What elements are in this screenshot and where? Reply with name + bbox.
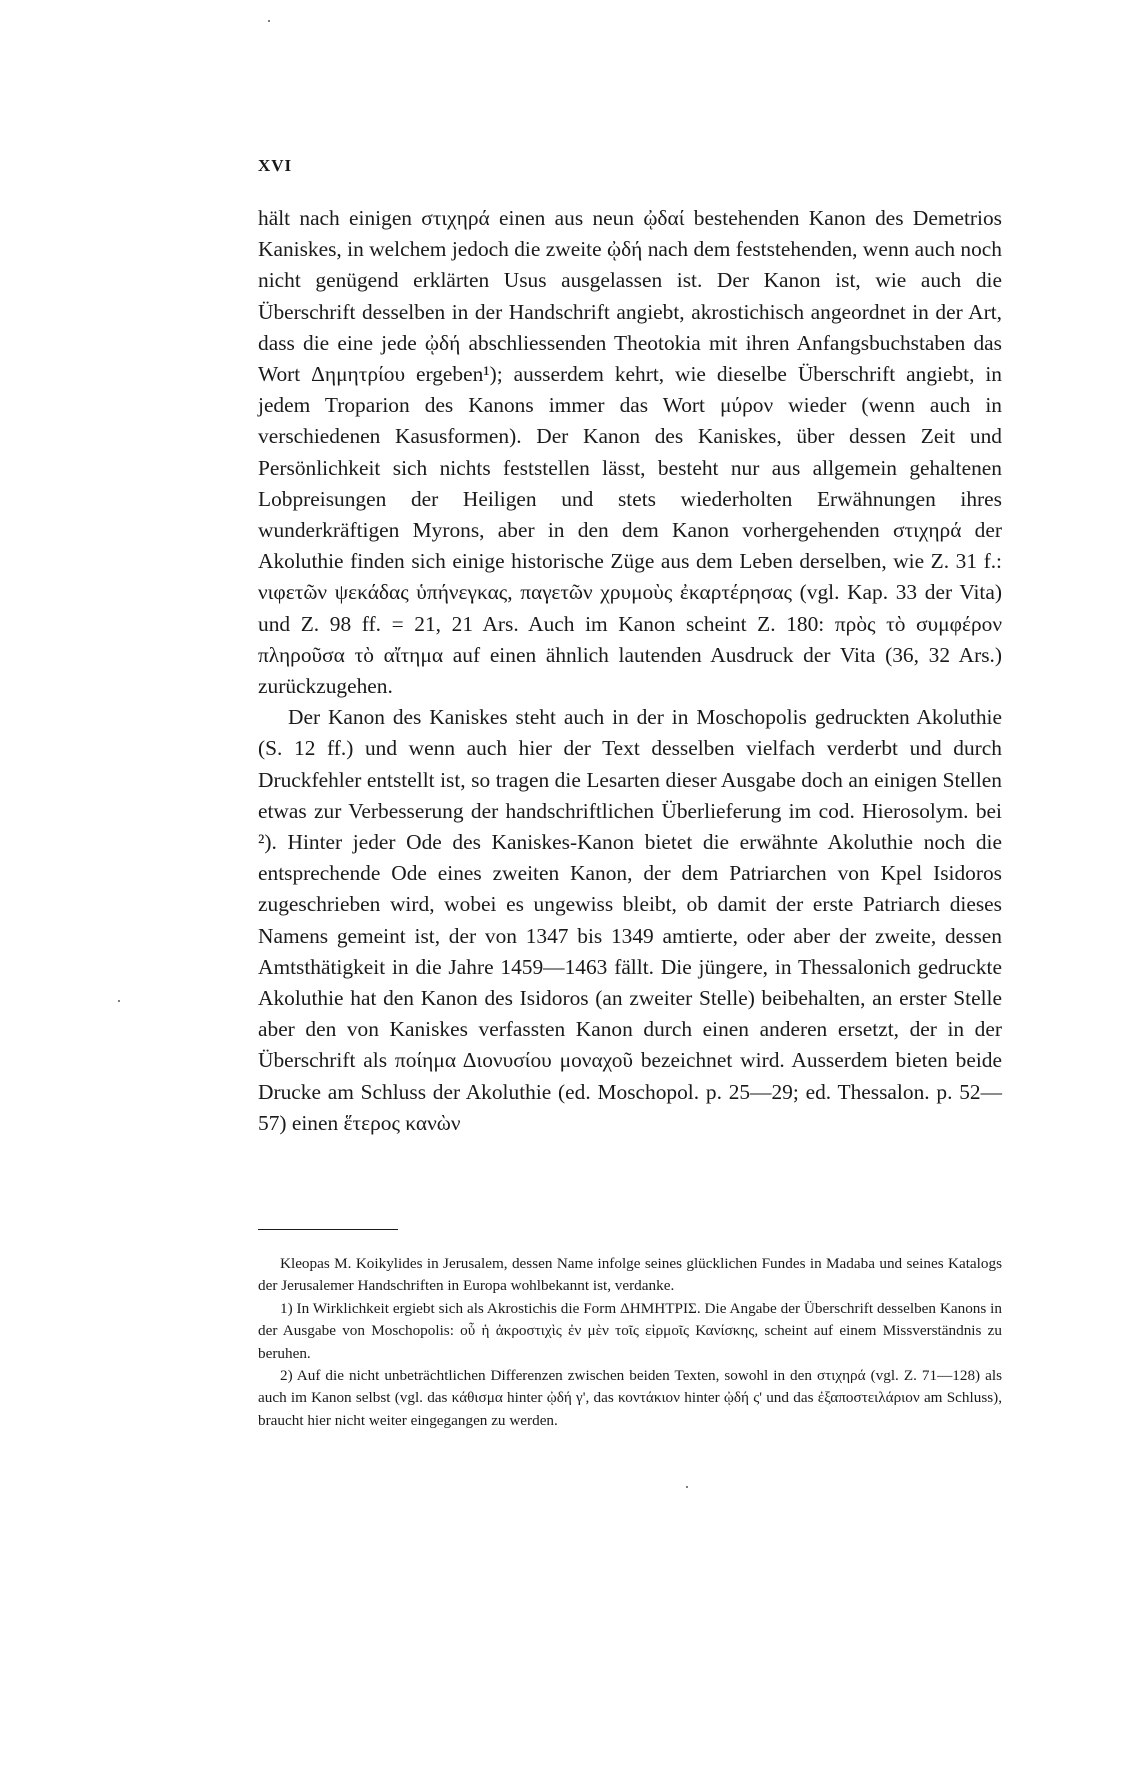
scan-speck [686,1486,688,1488]
footnote-separator [258,1229,398,1230]
footnote-1: 1) In Wirklichkeit ergiebt sich als Akrostichis die Form ΔΗΜΗΤΡΙΣ. Die Angabe der Überschrift desselben Kanons in der Ausgabe von Moschopolis: οὗ ἡ ἀκροστιχὶς ἐν μὲν τοῖς εἱρμοῖς Κανίσκης, scheint auf einem Missverständnis zu beruhen. [258,1299,1002,1362]
page-number: XVI [258,156,293,175]
main-text [258,203,1002,1139]
paragraph-1: hält nach einigen στιχηρά einen aus neun ᾠδαί bestehenden Kanon des Demetrios Kaniskes, in welchem jedoch die zweite ᾠδή nach dem feststehenden, wenn auch noch nicht genügend erklärten Usus ausgelassen ist. Der Kanon ist, wie auch die Überschrift desselben in der Handschrift angiebt, akrostichisch angeordnet in der Art, dass die eine jede ᾠδή abschliessenden Theotokia mit ihren Anfangsbuchstaben das Wort Δημητρίου ergeben¹); ausserdem kehrt, wie dieselbe Überschrift angiebt, in jedem Troparion des Kanons immer das Wort μύρον wieder (wenn auch in verschiedenen Kasusformen). Der Kanon des Kaniskes, über dessen Zeit und Persönlichkeit sich nichts feststellen lässt, besteht nur aus allgemein gehaltenen Lobpreisungen der Heiligen und stets wiederholten Erwähnungen ihres wunderkräftigen Myrons, aber in den dem Kanon vorhergehenden στιχηρά der Akoluthie finden sich einige historische Züge aus dem Leben derselben, wie Z. 31 f.: νιφετῶν ψεκάδας ὑπήνεγκας, παγετῶν χρυμοὺς ἐκαρτέρησας (vgl. Kap. 33 der Vita) und Z. 98 ff. = 21, 21 Ars. Auch im Kanon scheint Z. 180: πρὸς τὸ συμφέρον πληροῦσα τὸ αἴτημα auf einen ähnlich lautenden Ausdruck der Vita (36, 32 Ars.) zurückzugehen. [258,206,1002,699]
footnote-2: 2) Auf die nicht unbeträchtlichen Differenzen zwischen beiden Texten, sowohl in den στιχηρά (vgl. Z. 71—128) als auch im Kanon selbst (vgl. das κάθισμα hinter ᾠδή γ', das κοντάκιον hinter ᾠδή ς' und das ἐξαποστειλάριον am Schluss), braucht hier nicht weiter eingegangen zu werden. [258,1367,1002,1429]
paragraph-2: Der Kanon des Kaniskes steht auch in der in Moschopolis gedruckten Akoluthie (S. 12 ff.) und wenn auch hier der Text desselben vielfach verderbt und durch Druckfehler entstellt ist, so tragen die Lesarten dieser Ausgabe doch an einigen Stellen etwas zur Verbesserung der handschriftlichen Überlieferung im cod. Hierosolym. bei ²). Hinter jeder Ode des Kaniskes-Kanon bietet die erwähnte Akoluthie noch die entsprechende Ode eines zweiten Kanon, der dem Patriarchen von Kpel Isidoros zugeschrieben wird, wobei es ungewiss bleibt, ob damit der erste Patriarch dieses Namens gemeint ist, der von 1347 bis 1349 amtierte, oder aber der zweite, dessen Amtsthätigkeit in die Jahre 1459—1463 fällt. Die jüngere, in Thessalonich gedruckte Akoluthie hat den Kanon des Isidoros (an zweiter Stelle) beibehalten, an erster Stelle aber den von Kaniskes verfassten Kanon durch einen anderen ersetzt, der in der Überschrift als ποίημα Διονυσίου μοναχοῦ bezeichnet wird. Ausserdem bieten beide Drucke am Schluss der Akoluthie (ed. Moschopol. p. 25—29; ed. Thessalon. p. 52—57) einen ἕτερος κανὼν [258,705,1002,1135]
scan-speck [268,20,270,22]
footnotes [258,1253,1002,1432]
scan-speck [118,1000,120,1002]
footnote-continuation: Kleopas M. Koikylides in Jerusalem, dessen Name infolge seines glücklichen Fundes in Madaba und seines Katalogs der Jerusalemer Handschriften in Europa wohlbekannt ist, verdanke. [258,1255,1002,1295]
